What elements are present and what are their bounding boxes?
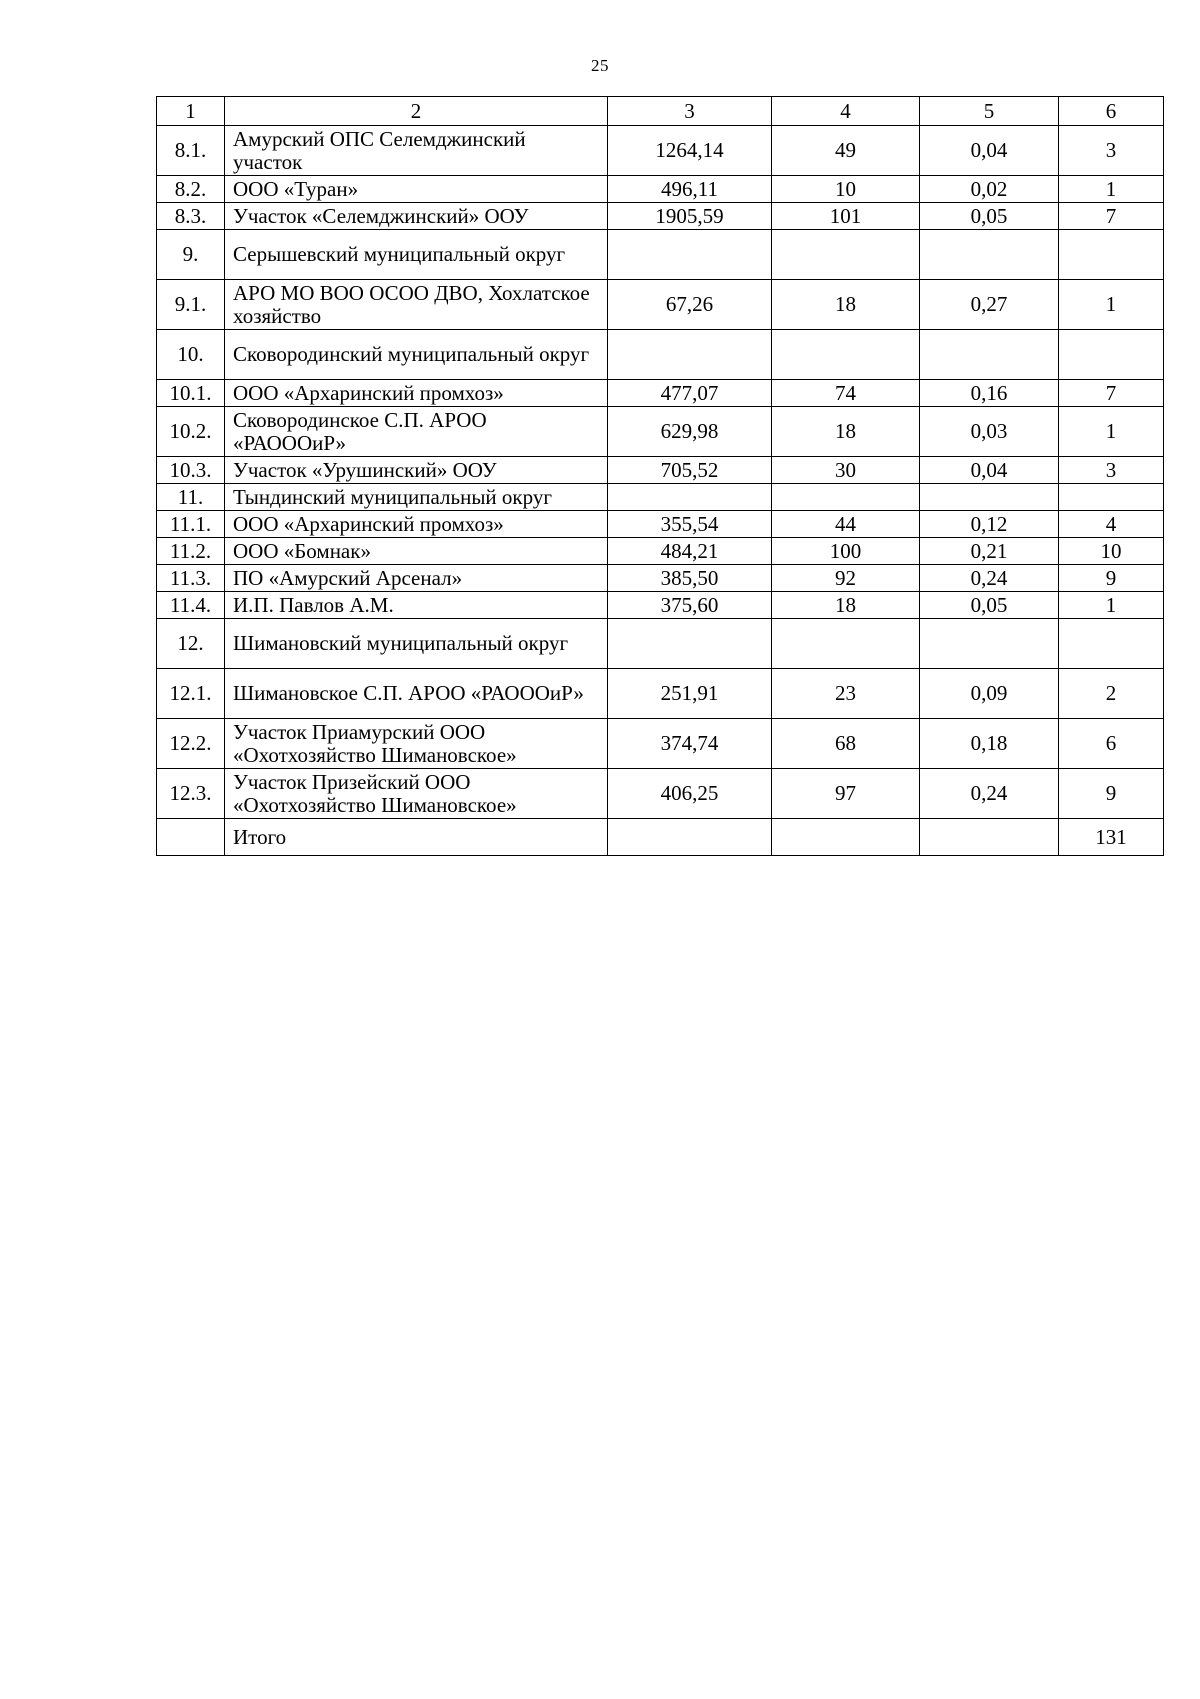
row-number-cell: 10.	[157, 330, 225, 380]
column-header: 5	[920, 97, 1059, 126]
row-cell-5: 0,05	[920, 203, 1059, 230]
table-row	[157, 126, 1164, 176]
total-value: 131	[1059, 819, 1164, 856]
table-row	[157, 538, 1164, 565]
row-number-cell: 12.3.	[157, 769, 225, 819]
row-cell-4: 100	[772, 538, 920, 565]
row-cell-5: 0,24	[920, 565, 1059, 592]
header-row	[157, 97, 1164, 126]
row-cell-4: 92	[772, 565, 920, 592]
table-row	[157, 511, 1164, 538]
row-cell-4: 49	[772, 126, 920, 176]
row-cell-3: 67,26	[608, 280, 772, 330]
row-cell-3: 629,98	[608, 407, 772, 457]
row-cell-4: 74	[772, 380, 920, 407]
row-cell-4: 18	[772, 280, 920, 330]
row-cell-6: 9	[1059, 769, 1164, 819]
row-name-cell: Серышевский муниципальный округ	[225, 230, 608, 280]
row-cell-5: 0,05	[920, 592, 1059, 619]
row-cell-3: 385,50	[608, 565, 772, 592]
row-cell-3: 1264,14	[608, 126, 772, 176]
row-cell-5	[920, 330, 1059, 380]
table-row	[157, 230, 1164, 280]
row-cell-6: 1	[1059, 176, 1164, 203]
row-cell-6: 7	[1059, 203, 1164, 230]
row-name-cell: ООО «Туран»	[225, 176, 608, 203]
row-cell-5	[920, 484, 1059, 511]
row-cell-5: 0,04	[920, 457, 1059, 484]
table-row	[157, 407, 1164, 457]
column-header: 3	[608, 97, 772, 126]
row-cell-4	[772, 484, 920, 511]
row-name-cell: Сковородинский муниципальный округ	[225, 330, 608, 380]
row-name-cell: ООО «Архаринский промхоз»	[225, 511, 608, 538]
row-number-cell: 11.3.	[157, 565, 225, 592]
total-cell-5	[920, 819, 1059, 856]
row-name-cell: Амурский ОПС Селемджинский участок	[225, 126, 608, 176]
row-name-cell: Участок Призейский ООО «Охотхозяйство Шимановское»	[225, 769, 608, 819]
column-header: 1	[157, 97, 225, 126]
row-name-cell: Сковородинское С.П. АРОО «РАОООиР»	[225, 407, 608, 457]
row-cell-4	[772, 619, 920, 669]
column-header: 4	[772, 97, 920, 126]
row-number-cell: 9.	[157, 230, 225, 280]
table-row	[157, 484, 1164, 511]
table-row	[157, 565, 1164, 592]
row-cell-3: 251,91	[608, 669, 772, 719]
row-cell-4: 18	[772, 407, 920, 457]
row-name-cell: Участок Приамурский ООО «Охотхозяйство Шимановское»	[225, 719, 608, 769]
row-number-cell: 11.4.	[157, 592, 225, 619]
row-cell-3: 496,11	[608, 176, 772, 203]
row-cell-3: 406,25	[608, 769, 772, 819]
table-row	[157, 330, 1164, 380]
total-number-cell	[157, 819, 225, 856]
row-name-cell: И.П. Павлов А.М.	[225, 592, 608, 619]
row-name-cell: Шимановское С.П. АРОО «РАОООиР»	[225, 669, 608, 719]
row-cell-3: 484,21	[608, 538, 772, 565]
row-cell-4	[772, 230, 920, 280]
table-row	[157, 769, 1164, 819]
row-cell-6: 9	[1059, 565, 1164, 592]
row-cell-3: 375,60	[608, 592, 772, 619]
row-number-cell: 12.	[157, 619, 225, 669]
row-cell-6: 4	[1059, 511, 1164, 538]
table-row	[157, 457, 1164, 484]
row-number-cell: 11.1.	[157, 511, 225, 538]
row-number-cell: 9.1.	[157, 280, 225, 330]
row-cell-6	[1059, 484, 1164, 511]
row-cell-4: 23	[772, 669, 920, 719]
total-label: Итого	[225, 819, 608, 856]
row-name-cell: Шимановский муниципальный округ	[225, 619, 608, 669]
table-row	[157, 280, 1164, 330]
row-number-cell: 12.1.	[157, 669, 225, 719]
row-cell-4	[772, 330, 920, 380]
row-cell-6: 7	[1059, 380, 1164, 407]
row-cell-6: 2	[1059, 669, 1164, 719]
page-number: 25	[591, 56, 609, 75]
row-cell-3	[608, 330, 772, 380]
row-cell-5	[920, 230, 1059, 280]
row-number-cell: 8.1.	[157, 126, 225, 176]
row-cell-4: 18	[772, 592, 920, 619]
row-cell-5: 0,03	[920, 407, 1059, 457]
row-cell-4: 30	[772, 457, 920, 484]
row-number-cell: 10.1.	[157, 380, 225, 407]
row-cell-6	[1059, 230, 1164, 280]
row-cell-6: 10	[1059, 538, 1164, 565]
row-cell-5: 0,18	[920, 719, 1059, 769]
row-number-cell: 8.3.	[157, 203, 225, 230]
row-name-cell: Участок «Урушинский» ООУ	[225, 457, 608, 484]
row-cell-6	[1059, 619, 1164, 669]
row-number-cell: 8.2.	[157, 176, 225, 203]
row-cell-4: 10	[772, 176, 920, 203]
row-cell-6: 1	[1059, 592, 1164, 619]
row-number-cell: 12.2.	[157, 719, 225, 769]
row-cell-6: 6	[1059, 719, 1164, 769]
table-row	[157, 619, 1164, 669]
table-row	[157, 669, 1164, 719]
row-name-cell: ООО «Архаринский промхоз»	[225, 380, 608, 407]
row-name-cell: Участок «Селемджинский» ООУ	[225, 203, 608, 230]
row-number-cell: 11.	[157, 484, 225, 511]
row-cell-5: 0,04	[920, 126, 1059, 176]
row-cell-4: 97	[772, 769, 920, 819]
row-cell-3	[608, 484, 772, 511]
row-number-cell: 10.3.	[157, 457, 225, 484]
row-cell-3: 1905,59	[608, 203, 772, 230]
table-row	[157, 176, 1164, 203]
row-cell-3: 355,54	[608, 511, 772, 538]
row-cell-6: 1	[1059, 407, 1164, 457]
row-cell-3	[608, 619, 772, 669]
total-row	[157, 819, 1164, 856]
row-cell-4: 68	[772, 719, 920, 769]
row-cell-3	[608, 230, 772, 280]
column-header: 2	[225, 97, 608, 126]
row-cell-5: 0,21	[920, 538, 1059, 565]
table-row	[157, 592, 1164, 619]
total-cell-3	[608, 819, 772, 856]
row-name-cell: ООО «Бомнак»	[225, 538, 608, 565]
data-table	[156, 96, 1164, 856]
row-cell-6: 3	[1059, 126, 1164, 176]
row-cell-6: 1	[1059, 280, 1164, 330]
row-cell-3: 374,74	[608, 719, 772, 769]
total-cell-4	[772, 819, 920, 856]
table-row	[157, 719, 1164, 769]
row-cell-3: 477,07	[608, 380, 772, 407]
table-row	[157, 380, 1164, 407]
row-cell-6: 3	[1059, 457, 1164, 484]
row-name-cell: Тындинский муниципальный округ	[225, 484, 608, 511]
row-cell-5: 0,09	[920, 669, 1059, 719]
row-name-cell: АРО МО ВОО ОСОО ДВО, Хохлатское хозяйство	[225, 280, 608, 330]
row-cell-5: 0,12	[920, 511, 1059, 538]
row-cell-4: 44	[772, 511, 920, 538]
column-header: 6	[1059, 97, 1164, 126]
row-number-cell: 11.2.	[157, 538, 225, 565]
row-number-cell: 10.2.	[157, 407, 225, 457]
row-cell-5	[920, 619, 1059, 669]
row-cell-5: 0,24	[920, 769, 1059, 819]
table-body	[157, 126, 1164, 819]
row-cell-6	[1059, 330, 1164, 380]
row-cell-3: 705,52	[608, 457, 772, 484]
table-row	[157, 203, 1164, 230]
row-cell-4: 101	[772, 203, 920, 230]
row-cell-5: 0,02	[920, 176, 1059, 203]
row-cell-5: 0,27	[920, 280, 1059, 330]
row-name-cell: ПО «Амурский Арсенал»	[225, 565, 608, 592]
row-cell-5: 0,16	[920, 380, 1059, 407]
